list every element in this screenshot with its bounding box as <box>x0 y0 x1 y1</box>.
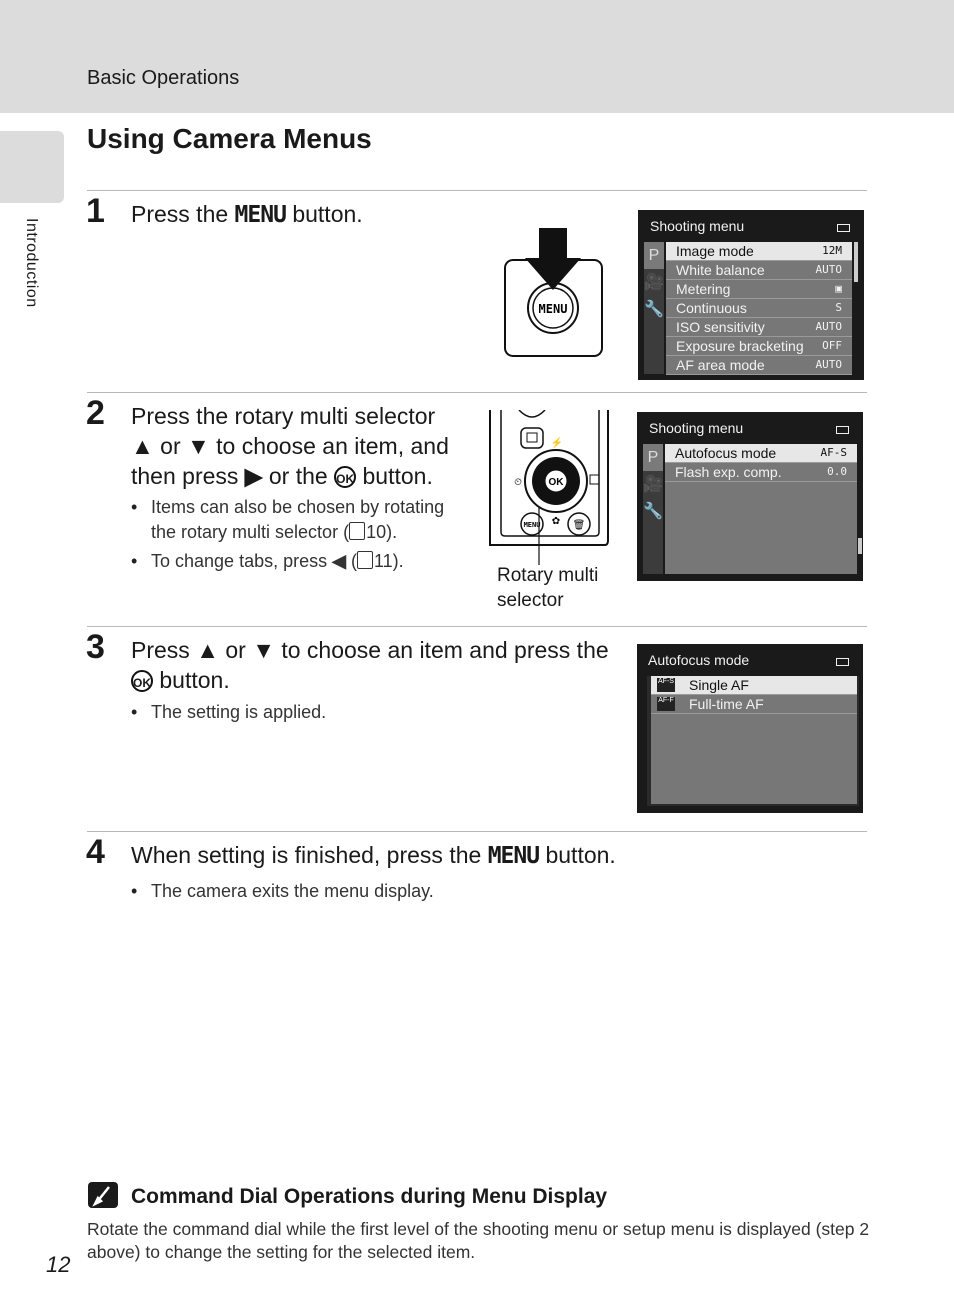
step-number: 4 <box>86 833 105 871</box>
svg-text:✿: ✿ <box>551 516 561 527</box>
tab-setup[interactable]: 🔧 <box>644 301 664 318</box>
menu-item[interactable]: ISO sensitivity AUTO <box>666 318 852 337</box>
note-text: Rotate the command dial while the first level of the shooting menu or setup menu is displayed (step 2 above) to change the setting for the selected item. <box>87 1219 870 1262</box>
menu-item[interactable]: AF area mode AUTO <box>666 356 852 375</box>
step-number: 3 <box>86 628 105 666</box>
menu-tabs <box>644 242 664 374</box>
scrollbar[interactable] <box>858 538 862 554</box>
up-arrow-icon: ▲ <box>131 433 154 459</box>
divider <box>87 831 867 832</box>
menu-item[interactable]: Flash exp. comp. 0.0 <box>665 463 857 482</box>
menu-glyph: MENU <box>234 202 286 228</box>
svg-text:⚡: ⚡ <box>550 438 564 449</box>
af-s-icon: AF-S <box>657 678 675 692</box>
ok-label: OK <box>548 477 564 488</box>
ok-icon: OK <box>131 670 153 692</box>
menu-item[interactable]: Autofocus mode AF-S <box>665 444 857 463</box>
scrollbar[interactable] <box>854 242 858 282</box>
menu-item[interactable]: Continuous S <box>666 299 852 318</box>
up-arrow-icon: ▲ <box>196 637 219 663</box>
menu-item[interactable]: White balance AUTO <box>666 261 852 280</box>
option-list <box>651 676 857 804</box>
list-item: • The setting is applied. <box>131 700 571 725</box>
menu-item[interactable]: Image mode 12M <box>666 242 852 261</box>
tab-shooting[interactable]: P <box>644 242 664 269</box>
rotary-selector-caption: Rotary multi selector <box>497 565 599 611</box>
shooting-menu-screen <box>638 210 864 380</box>
step-3-text: Press ▲ or ▼ to choose an item and press the OK button. <box>131 637 609 693</box>
left-arrow-icon: ◀ <box>332 551 346 571</box>
svg-text:MENU: MENU <box>523 521 541 529</box>
step-4-text: When setting is finished, press the MENU button. <box>131 842 616 869</box>
page-number: 12 <box>46 1252 71 1277</box>
menu-list <box>666 242 852 374</box>
autofocus-mode-screen <box>637 644 863 813</box>
note-title: Command Dial Operations during Menu Display <box>131 1185 608 1208</box>
option-item[interactable]: AF-S Single AF <box>651 676 857 695</box>
step-number: 2 <box>86 394 105 432</box>
screen-title: Shooting menu <box>650 218 745 234</box>
menu-list <box>665 444 857 574</box>
svg-text:⏲: ⏲ <box>514 477 522 488</box>
screen-title: Autofocus mode <box>648 652 750 668</box>
divider <box>87 392 867 393</box>
step-4-bullets <box>131 879 571 904</box>
right-arrow-icon: ▶ <box>244 463 263 489</box>
step-2-text: Press the rotary multi selector ▲ or ▼ to choose an item, and then press ▶ or the OK button. <box>131 403 449 489</box>
step-3-bullets <box>131 700 571 725</box>
page-title: Using Camera Menus <box>87 123 372 154</box>
side-tab <box>0 131 64 203</box>
screen-title: Shooting menu <box>649 420 744 436</box>
ok-icon: OK <box>334 466 356 488</box>
step-number: 1 <box>86 192 105 230</box>
note-icon <box>88 1182 118 1208</box>
divider <box>87 626 867 627</box>
svg-text:🗑: 🗑 <box>572 520 586 531</box>
list-item: • Items can also be chosen by rotating the rotary multi selector ( 10). <box>131 495 471 545</box>
down-arrow-icon: ▼ <box>252 637 275 663</box>
step-2-bullets <box>131 495 471 574</box>
list-item: • To change tabs, press ◀ ( 11). <box>131 549 471 574</box>
menu-button-illustration <box>502 228 606 360</box>
menu-button-label: MENU <box>538 302 568 316</box>
menu-item[interactable]: Exposure bracketing OFF <box>666 337 852 356</box>
reference-icon <box>349 522 365 540</box>
menu-item[interactable]: Metering ▣ <box>666 280 852 299</box>
tab-shooting[interactable]: P <box>643 444 663 471</box>
battery-icon <box>837 224 850 232</box>
reference-icon <box>357 551 373 569</box>
divider <box>87 190 867 191</box>
section-label: Basic Operations <box>87 67 240 89</box>
tab-setup[interactable]: 🔧 <box>643 503 663 520</box>
rotary-selector-illustration <box>487 410 612 570</box>
battery-icon <box>836 426 849 434</box>
menu-glyph: MENU <box>487 843 540 869</box>
tab-movie[interactable]: 🎥 <box>643 476 663 493</box>
af-f-icon: AF-F <box>657 697 675 711</box>
shooting-menu-screen-2 <box>637 412 863 581</box>
header-band <box>0 0 954 113</box>
step-1-text: Press the MENU button. <box>131 201 363 228</box>
side-tab-label: Introduction <box>23 218 40 308</box>
option-item[interactable]: AF-F Full-time AF <box>651 695 857 714</box>
menu-tabs <box>643 444 663 574</box>
battery-icon <box>836 658 849 666</box>
list-item: • The camera exits the menu display. <box>131 879 571 904</box>
tab-movie[interactable]: 🎥 <box>644 274 664 291</box>
down-arrow-icon: ▼ <box>187 433 210 459</box>
